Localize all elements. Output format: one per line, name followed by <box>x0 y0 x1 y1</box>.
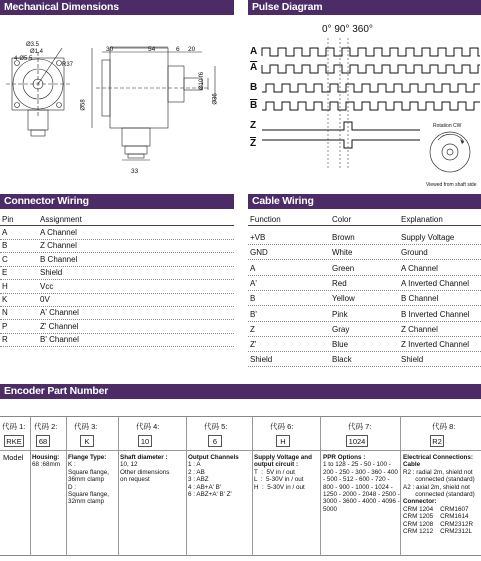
connector-pin: C <box>2 254 8 264</box>
dim-holes: 4-Ø5.5 <box>14 56 33 62</box>
wave-b-inv <box>262 102 480 110</box>
cable-function: B' <box>250 309 257 319</box>
output-values: 1 : A 2 : AB 3 : ABZ 4 : AB+A' B' 6 : ABZ+A' B' Z' <box>188 461 232 499</box>
electrical-cell <box>403 454 475 535</box>
mechanical-dimensions-header: Mechanical Dimensions <box>0 0 234 15</box>
dim-33: 33 <box>131 168 139 175</box>
connector-pin: N <box>2 308 8 318</box>
connector-assignment: B Channel <box>40 254 78 264</box>
cable-function: Z <box>250 324 255 334</box>
cable-explanation: Z Channel <box>401 324 438 334</box>
connector-pin: E <box>2 268 8 278</box>
cable-explanation: Shield <box>401 355 424 365</box>
ppr-values: 1 to 128 - 25 - 50 - 100 - 200 - 250 - 300 - 360 - 400 - 500 - 512 - 600 - 720 - 800 - 900 - 1000 - 1024 - 1250 - 2000 - 2048 - 2500 - 3000 - 3600 - 4000 - 4096 - 5000 <box>323 461 400 513</box>
part-column-divider <box>30 417 31 556</box>
cable-explanation: A Channel <box>401 263 438 273</box>
cable-color: Brown <box>332 233 355 242</box>
cable-explanation: Ground <box>401 248 428 258</box>
cable-row-rule <box>248 351 481 352</box>
cable-explanation: Supply Voltage <box>401 233 455 242</box>
channel-z-label: Z <box>250 120 257 131</box>
part-code-header: 代码 2: <box>34 422 58 431</box>
cable-function: B <box>250 294 256 304</box>
viewed-label: Viewed from shaft side <box>426 182 477 188</box>
cable-row-rule <box>248 305 481 306</box>
part-code-value: R2 <box>430 435 444 447</box>
part-code-header: 代码 8: <box>432 422 456 431</box>
wave-z <box>262 122 420 130</box>
ppr-cell <box>323 454 400 513</box>
dim-d36: Ø36 <box>212 93 219 105</box>
connector-row-rule <box>0 306 234 307</box>
electrical-values: R2 : radial 2m, shield not connected (standard) A2 : axial 2m, shield not connected (standard) <box>403 468 475 499</box>
part-code-value: 68 <box>36 435 50 447</box>
cable-color: Green <box>332 263 355 273</box>
part-column-divider <box>400 417 401 556</box>
connector-header-rule <box>0 225 234 226</box>
cable-explanation: B Inverted Channel <box>401 309 470 319</box>
supply-cell <box>254 454 312 491</box>
cable-color: Gray <box>332 324 350 334</box>
connector-assignment: B' Channel <box>40 335 79 345</box>
part-code-value: K <box>80 435 94 447</box>
connector-assignment: 0V <box>40 295 50 304</box>
pulse-diagram-header: Pulse Diagram <box>248 0 481 15</box>
cable-function: A' <box>250 278 257 288</box>
dim-54: 54 <box>148 46 156 53</box>
model-label: Model <box>3 453 24 462</box>
dim-d14: Ø1.4 <box>30 49 44 55</box>
shaft-title: Shaft diameter : <box>120 454 168 461</box>
part-column-divider <box>320 417 321 556</box>
cable-wiring-header: Cable Wiring <box>248 194 481 209</box>
cable-col-color: Color <box>332 215 352 224</box>
cable-row-rule <box>248 321 481 322</box>
part-code-value: 1024 <box>346 435 368 447</box>
connector-wiring-header: Connector Wiring <box>0 194 234 209</box>
output-cell <box>188 454 239 498</box>
part-code-value: 6 <box>208 435 222 447</box>
channel-z-inv-label: $\overline{Z}$ <box>250 138 257 149</box>
connector-pin: K <box>2 295 8 304</box>
pulse-angles: 0° 90° 360° <box>322 24 373 35</box>
part-code-header: 代码 1: <box>2 422 26 431</box>
cable-color: Blue <box>332 340 349 350</box>
part-code-value: 10 <box>138 435 152 447</box>
connector-pin: P <box>2 321 8 331</box>
connector-row-rule <box>0 252 234 253</box>
connector-assignment: A' Channel <box>40 308 79 318</box>
connector-col-assignment: Assignment <box>40 215 82 224</box>
pulse-diagram <box>248 18 481 190</box>
connector-assignment: Z Channel <box>40 241 77 251</box>
housing-values: 68 :68mm <box>32 461 60 469</box>
part-code-header: 代码 4: <box>136 422 160 431</box>
cable-row-rule <box>248 275 481 276</box>
cable-color: Pink <box>332 309 348 319</box>
shaft-view-icon <box>416 130 480 180</box>
cable-function: GND <box>250 248 268 258</box>
part-number-table <box>0 416 481 556</box>
cable-table <box>248 212 481 372</box>
part-column-divider <box>66 417 67 556</box>
part-column-divider <box>252 417 253 556</box>
ppr-title: PPR Options : <box>323 454 366 461</box>
connector-row-rule <box>0 293 234 294</box>
connector-col-pin: Pin <box>2 215 14 224</box>
connector-row-rule <box>0 319 234 320</box>
channel-b-inv-label: $\overline{B}$ <box>250 100 258 111</box>
connector-table <box>0 212 234 352</box>
supply-title: Supply Voltage and output circuit : <box>254 454 312 469</box>
connector-assignment: Vcc <box>40 281 54 291</box>
cable-color: Red <box>332 278 347 288</box>
flange-values: K : Square flange, 36mm clamp D : Square flange, 32mm clamp <box>68 461 109 506</box>
wave-z-inv <box>262 140 420 148</box>
flange-title: Flange Type: <box>68 454 107 461</box>
connector-row-rule <box>0 239 234 240</box>
connector-assignment: A Channel <box>40 228 77 237</box>
dim-30: 30 <box>106 46 114 53</box>
cable-function: A <box>250 263 256 273</box>
dim-6: 6 <box>176 46 180 53</box>
dim-d10: Ø10 f6 <box>199 71 206 91</box>
shaft-values: 10, 12 Other dimensions on request <box>120 461 170 484</box>
connector-assignment: Shield <box>40 268 63 278</box>
cable-color: Black <box>332 355 352 365</box>
electrical-title: Electrical Connections: Cable <box>403 454 473 469</box>
wave-b <box>262 84 480 92</box>
shaft-cell <box>120 454 169 484</box>
mechanical-drawing <box>0 18 240 190</box>
dim-r37: R37 <box>62 62 74 68</box>
cable-function: Z' <box>250 340 257 350</box>
part-code-value: H <box>276 435 290 447</box>
channel-a-label: A <box>250 46 258 57</box>
part-code-header: 代码 7: <box>348 422 372 431</box>
connector-pin: H <box>2 281 8 291</box>
cable-col-explanation: Explanation <box>401 215 443 224</box>
output-title: Output Channels <box>188 454 239 461</box>
connector-row-rule <box>0 279 234 280</box>
cable-row-rule <box>248 259 481 260</box>
connector-pin: R <box>2 335 8 345</box>
housing-cell <box>32 454 60 469</box>
cable-explanation: A Inverted Channel <box>401 278 470 288</box>
part-row-divider <box>0 450 481 451</box>
cable-row-rule <box>248 366 481 367</box>
connector-row-rule <box>0 266 234 267</box>
part-code-header: 代码 6: <box>270 422 294 431</box>
housing-title: Housing: <box>32 454 60 461</box>
cable-function: +VB <box>250 233 266 242</box>
encoder-part-number-header: Encoder Part Number <box>0 384 481 399</box>
cable-row-rule <box>248 290 481 291</box>
cable-header-rule <box>248 225 481 226</box>
cable-explanation: Z Inverted Channel <box>401 340 470 350</box>
channel-b-label: B <box>250 82 258 93</box>
connector-title: Connector: <box>403 498 437 506</box>
cable-col-function: Function <box>250 215 281 224</box>
connector-pin: B <box>2 241 8 251</box>
channel-a-inv-label: $\overline{A}$ <box>250 62 258 73</box>
cable-color: Yellow <box>332 294 355 304</box>
part-code-header: 代码 5: <box>204 422 228 431</box>
wave-a-inv <box>262 65 480 73</box>
rotation-label: Rotation CW <box>433 123 462 129</box>
part-column-divider <box>118 417 119 556</box>
cable-function: Shield <box>250 355 273 365</box>
cable-color: White <box>332 248 353 258</box>
connector-row-rule <box>0 346 234 347</box>
cable-row-rule <box>248 336 481 337</box>
dim-20: 20 <box>188 46 196 53</box>
dim-d35: Ø3.5 <box>26 42 40 48</box>
part-code-header: 代码 3: <box>74 422 98 431</box>
flange-cell <box>68 454 109 506</box>
connector-assignment: Z' Channel <box>40 321 79 331</box>
cable-explanation: B Channel <box>401 294 439 304</box>
wave-a <box>262 48 480 56</box>
part-code-value: RKE <box>4 435 24 447</box>
connector-values: CRM 1204 CRM1607 CRM 1205 CRM1614 CRM 1208 CRM2312R CRM 1212 CRM2312L <box>403 505 473 536</box>
cable-row-rule <box>248 244 481 245</box>
connector-row-rule <box>0 333 234 334</box>
supply-values: T : 5V in / out L : 5-30V in / out H : 5-30V in / out <box>254 468 305 491</box>
connector-pin: A <box>2 228 8 237</box>
part-column-divider <box>186 417 187 556</box>
dim-d58: Ø58 <box>80 99 87 111</box>
